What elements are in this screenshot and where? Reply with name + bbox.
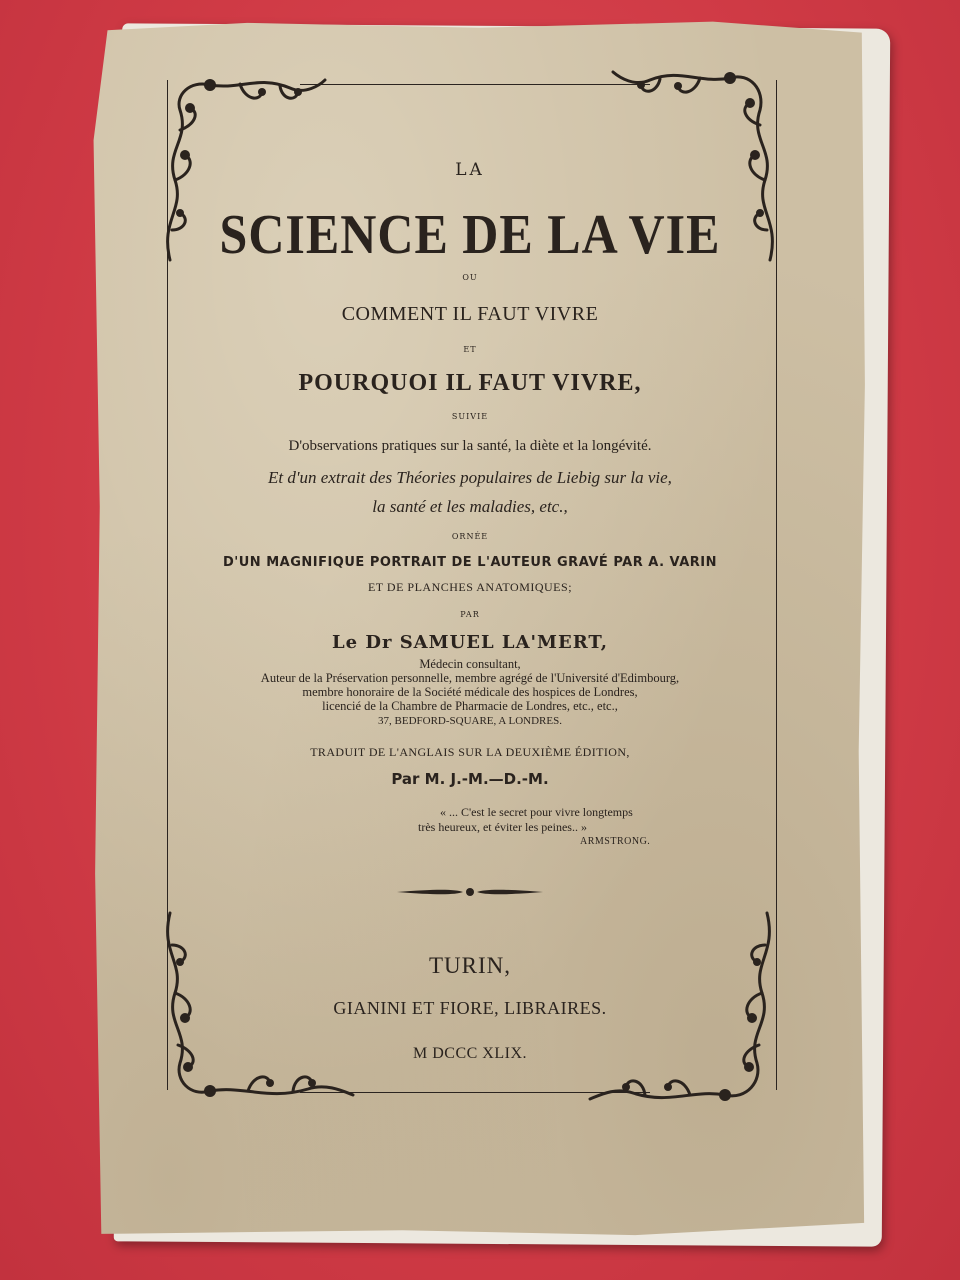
translation-note: TRADUIT DE L'ANGLAIS SUR LA DEUXIÈME ÉDITION, — [310, 745, 630, 759]
epigraph-author: ARMSTRONG. — [580, 836, 651, 847]
extract-line-1: Et d'un extrait des Théories populaires de Liebig sur la vie, — [268, 468, 672, 487]
translator-line: Par M. J.-M.—D.-M. — [391, 770, 549, 788]
subtitle-line-2: POURQUOI IL FAUT VIVRE, — [298, 370, 642, 396]
connector-suivie: SUIVIE — [451, 412, 489, 421]
imprint-year: M DCCC XLIX. — [412, 1045, 527, 1062]
connector-et: ET — [463, 345, 477, 354]
credential-line: membre honoraire de la Société médicale des hospices de Londres, — [302, 685, 638, 699]
connector-par: PAR — [460, 610, 480, 619]
title-article: LA — [455, 160, 485, 180]
connector-orne: ORNÉE — [451, 532, 489, 541]
credential-line: Médecin consultant, — [419, 657, 521, 671]
author-address: 37, BEDFORD-SQUARE, A LONDRES. — [378, 715, 562, 727]
connector-ou: OU — [462, 273, 478, 282]
flourish-divider-icon — [395, 884, 545, 903]
observations-line: D'observations pratiques sur la santé, la diète et la longévité. — [288, 438, 652, 454]
epigraph-line-1: « ... C'est le secret pour vivre longtemps — [440, 805, 633, 819]
frame-top-rule — [300, 84, 650, 85]
author-name: Le Dr SAMUEL LA'MERT, — [331, 632, 609, 653]
portrait-line: D'UN MAGNIFIQUE PORTRAIT DE L'AUTEUR GRAVÉ PAR A. VARIN — [222, 555, 718, 570]
book-title: SCIENCE DE LA VIE — [219, 202, 721, 266]
imprint-publisher: GIANINI ET FIORE, LIBRAIRES. — [333, 998, 607, 1018]
subtitle-line-1: COMMENT IL FAUT VIVRE — [341, 303, 599, 325]
credential-line: licencié de la Chambre de Pharmacie de Londres, etc., etc., — [322, 699, 618, 713]
credential-line: Auteur de la Préservation personnelle, membre agrégé de l'Université d'Edimbourg, — [260, 671, 680, 685]
plates-line: ET DE PLANCHES ANATOMIQUES; — [367, 580, 573, 594]
epigraph-line-2: très heureux, et éviter les peines.. » — [418, 820, 587, 834]
extract-line-2: la santé et les maladies, etc., — [372, 497, 568, 516]
imprint-city: TURIN, — [428, 953, 512, 978]
